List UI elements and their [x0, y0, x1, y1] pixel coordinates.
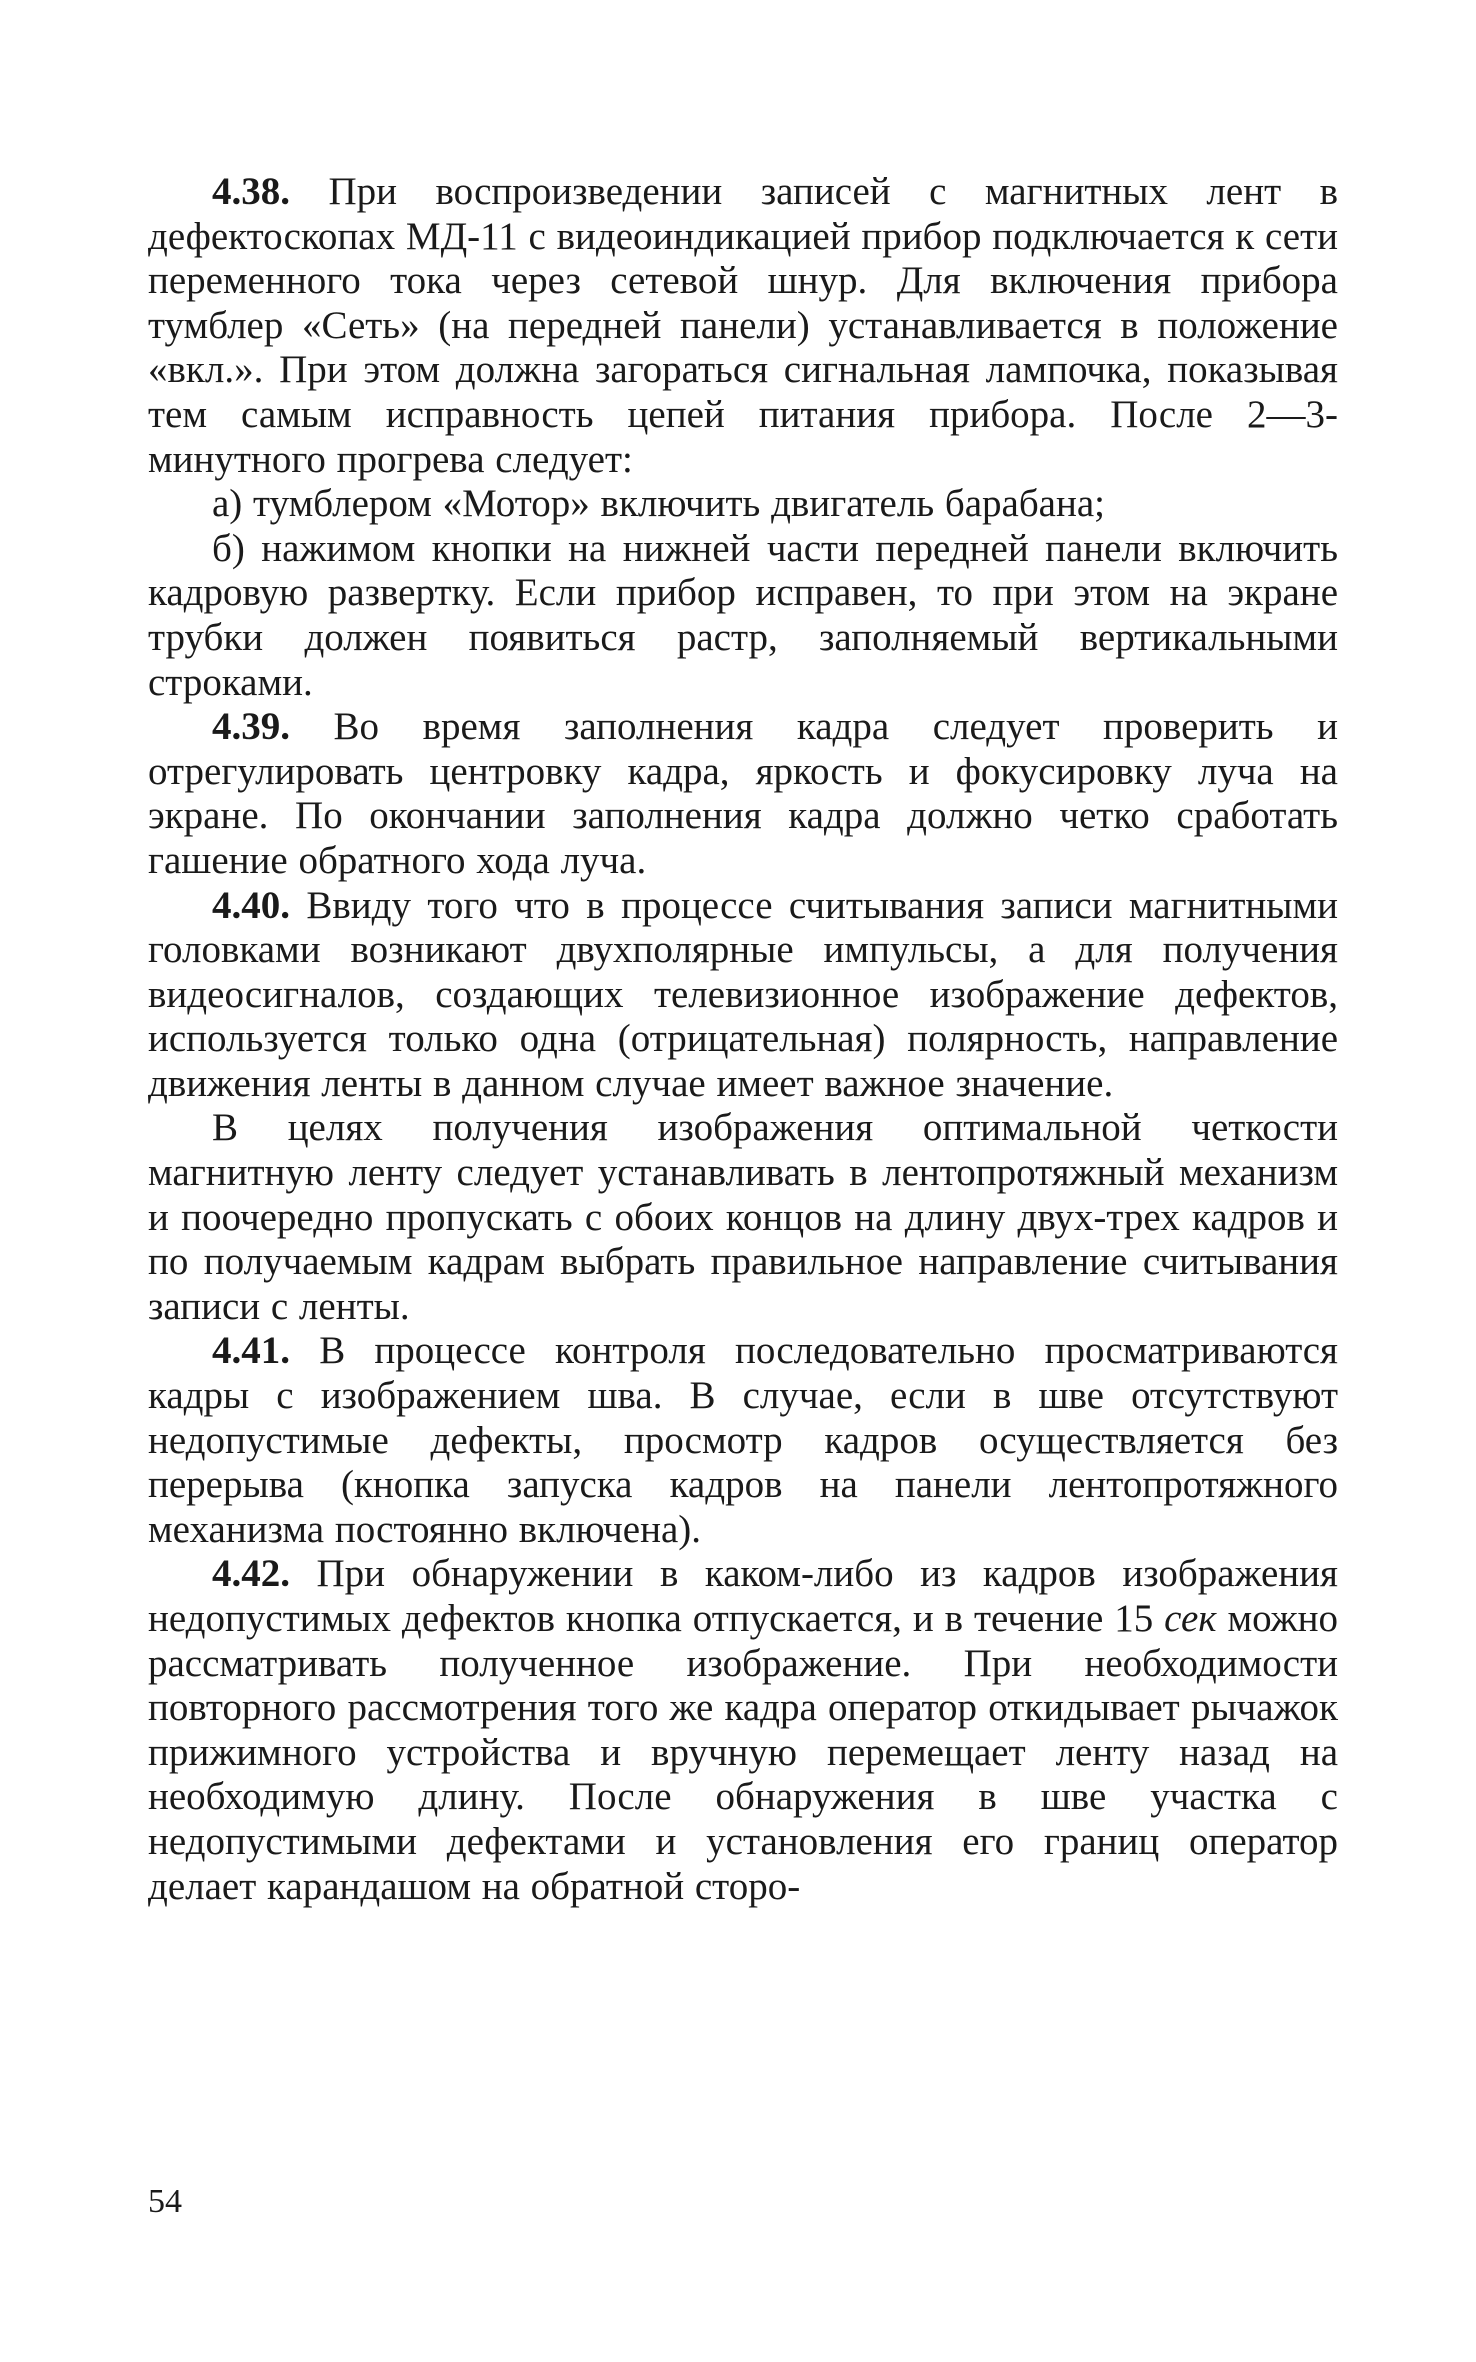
paragraph-4-39 [148, 705, 1338, 883]
paragraph-text: а) тумблером «Мотор» включить двигатель барабана; [212, 482, 1105, 526]
paragraph-text: В целях получения изображения оптимальной четкости магнитную ленту следует устанавливать в лентопротяжный механизм и поочередно пропускать с обоих концов на длину двух-трех кадров и по получаемым кадрам выбрать правильное направление считывания записи с ленты. [148, 1106, 1338, 1328]
page-number: 54 [148, 2183, 182, 2220]
section-number: 4.39. [212, 705, 290, 749]
unit-abbreviation: сек [1164, 1597, 1217, 1640]
paragraph-text: При обнаружении в каком-либо из кадров изображения недопустимых дефектов кнопка отпускается, и в течение 15 [148, 1552, 1338, 1640]
paragraph-4-41 [148, 1329, 1338, 1552]
section-number: 4.42. [212, 1552, 290, 1596]
paragraph-4-38 [148, 170, 1338, 482]
paragraph-4-42 [148, 1552, 1338, 1909]
section-number: 4.40. [212, 883, 290, 927]
list-item-b [148, 527, 1338, 705]
page-body [148, 170, 1338, 1909]
paragraph-4-40-continued [148, 1106, 1338, 1329]
list-item-a [148, 482, 1338, 527]
section-number: 4.38. [212, 170, 290, 213]
paragraph-text: В процессе контроля последовательно просматриваются кадры с изображением шва. В случае, если в шве отсутствуют недопустимые дефекты, просмотр кадров осуществляется без перерыва (кнопка запуска кадров на панели лентопротяжного механизма постоянно включена). [148, 1329, 1338, 1551]
paragraph-text: б) нажимом кнопки на нижней части передней панели включить кадровую развертку. Если прибор исправен, то при этом на экране трубки должен появиться растр, заполняемый вертикальными строками. [148, 526, 1338, 704]
paragraph-4-40 [148, 884, 1338, 1107]
paragraph-text: можно рассматривать полученное изображение. При необходимости повторного рассмотрения того же кадра оператор откидывает рычажок прижимного устройства и вручную перемещает ленту назад на необходимую длину. После обнаружения в шве участка с недопустимыми дефектами и установления его границ оператор делает карандашом на обратной сторо- [148, 1597, 1338, 1908]
paragraph-text: При воспроизведении записей с магнитных лент в дефектоскопах МД-11 с видеоиндикацией прибор подключается к сети переменного тока через сетевой шнур. Для включения прибора тумблер «Сеть» (на передней панели) устанавливается в положение «вкл.». При этом должна загораться сигнальная лампочка, показывая тем самым исправность цепей питания прибора. После 2—3-минутного прогрева следует: [148, 170, 1338, 481]
paragraph-text: Ввиду того что в процессе считывания записи магнитными головками возникают двухполярные импульсы, а для получения видеосигналов, создающих телевизионное изображение дефектов, используется только одна (отрицательная) полярность, направление движения ленты в данном случае имеет важное значение. [148, 883, 1338, 1105]
paragraph-text: Во время заполнения кадра следует проверить и отрегулировать центровку кадра, яркость и фокусировку луча на экране. По окончании заполнения кадра должно четко сработать гашение обратного хода луча. [148, 705, 1338, 882]
section-number: 4.41. [212, 1329, 290, 1373]
